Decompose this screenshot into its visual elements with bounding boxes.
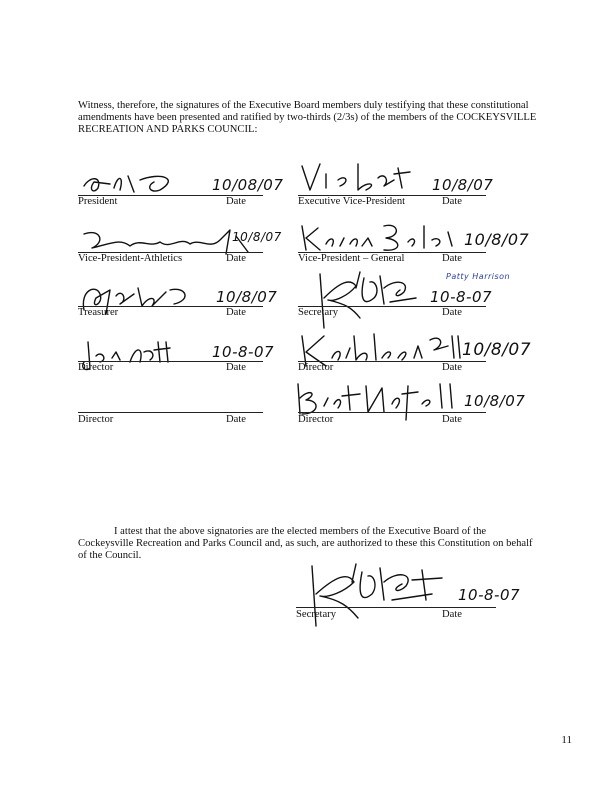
treasurer-date-handwritten: 10/8/07 [216,288,278,306]
director-4-date-handwritten: 10/8/07 [464,392,526,410]
witness-paragraph: Witness, therefore, the signatures of the Executive Board members duly testifying that these constitutional amendments have been presented and ratified by two-thirds (2/3s) of the members of the COCKEYSVILLE RECREATION AND PARKS COUNCIL: [78,100,537,136]
attest-secretary-label: Secretary [296,609,336,620]
vp-general-signature [298,222,458,254]
vp-general-date-handwritten: 10/8/07 [464,230,530,249]
exec-vp-signature [298,160,418,194]
secretary-signature [300,268,420,332]
attest-date-handwritten: 10-8-07 [458,586,521,604]
treasurer-date-label: Date [226,307,246,318]
page-number: 11 [561,734,572,746]
attest-signature-line [296,607,496,608]
president-date-label: Date [226,196,246,207]
president-date-handwritten: 10/08/07 [212,176,284,194]
exec-vp-date-handwritten: 10/8/07 [432,176,494,194]
treasurer-label: Treasurer [78,307,119,318]
vp-general-label: Vice-President – General [298,253,405,264]
secretary-date-label: Date [442,307,462,318]
director-1-date-handwritten: 10-8-07 [212,343,275,361]
vp-athletics-date-label: Date [226,253,246,264]
director-2-date-label: Date [442,362,462,373]
attest-date-label: Date [442,609,462,620]
director-3-signature-line [78,412,263,413]
director-3-date-label: Date [226,414,246,425]
secretary-date-handwritten: 10-8-07 [430,288,493,306]
attest-paragraph: I attest that the above signatories are the elected members of the Executive Board of the Cockeysville Recreation and Parks Council and, as such, are authorized to these this Constitution on behalf of the Council. [78,526,533,562]
secretary-label: Secretary [298,307,338,318]
president-label: President [78,196,118,207]
secretary-note-handwritten: Patty Harrison [446,272,511,281]
exec-vp-date-label: Date [442,196,462,207]
director-4-signature-line [298,412,486,413]
director-1-date-label: Date [226,362,246,373]
director-4-label: Director [298,414,334,425]
director-1-label: Director [78,362,114,373]
director-2-date-handwritten: 10/8/07 [462,340,532,360]
vp-general-date-label: Date [442,253,462,264]
vp-athletics-date-handwritten: 10/8/07 [232,230,282,244]
exec-vp-label: Executive Vice-President [298,196,406,207]
director-4-date-label: Date [442,414,462,425]
director-2-label: Director [298,362,334,373]
director-3-label: Director [78,414,114,425]
president-signature [80,168,190,196]
vp-athletics-label: Vice-President-Athletics [78,253,183,264]
